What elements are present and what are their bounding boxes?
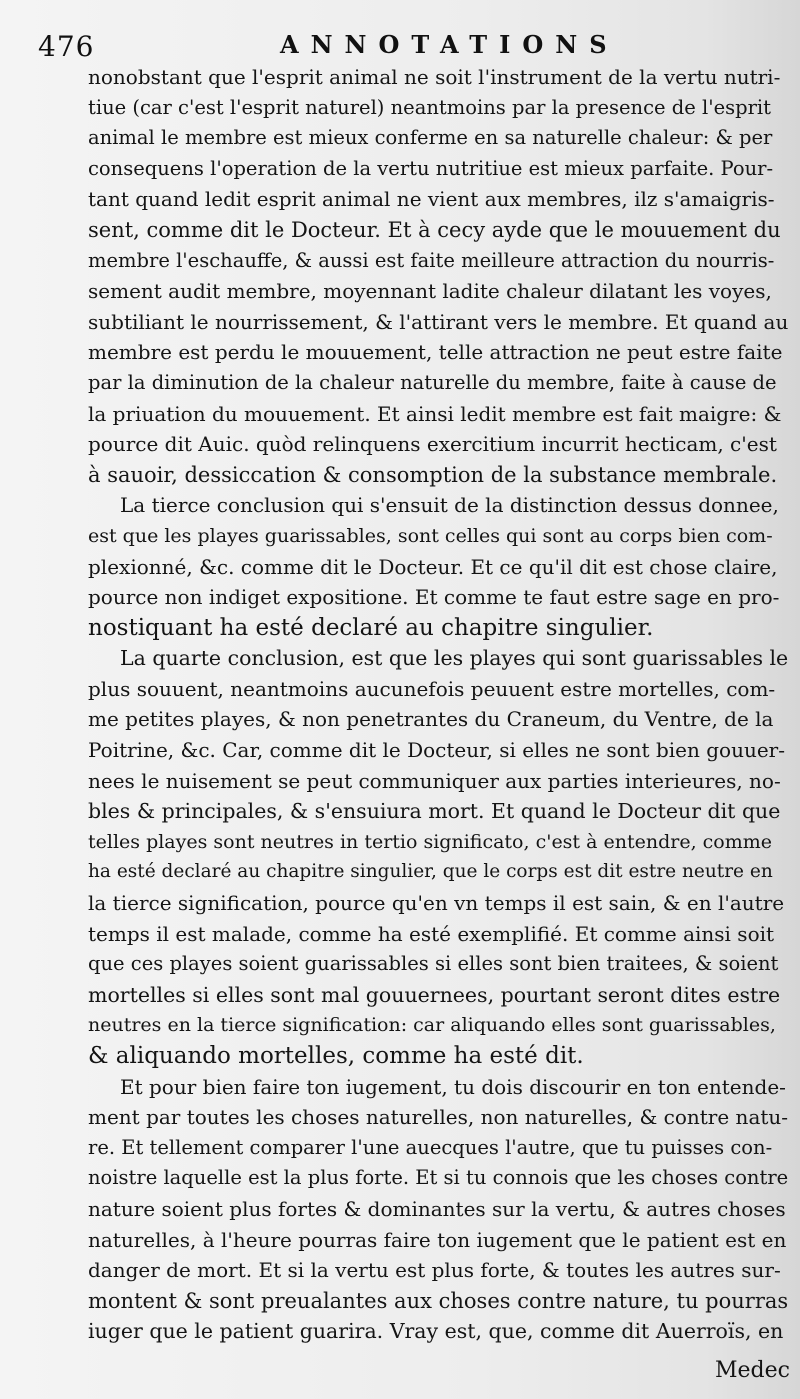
page-number: 476 [38, 30, 95, 63]
text-line: la priuation du mouuement. Et ainsi ledit membre est fait maigre: & [88, 401, 782, 426]
text-line: nostiquant ha esté declaré au chapitre singulier. [88, 614, 654, 641]
text-line: la tierce signification, pource qu'en vn temps il est sain, & en l'autre [88, 891, 785, 916]
text-line: temps il est malade, comme ha esté exemplifié. Et comme ainsi soit [88, 921, 775, 946]
text-line: membre est perdu le mouuement, telle attraction ne peut estre faite [88, 340, 783, 365]
text-line: Et pour bien faire ton iugement, tu dois discourir en ton entende- [120, 1074, 786, 1099]
page-header [0, 22, 800, 63]
text-line: La quarte conclusion, est que les playes qui sont guarissables le [120, 646, 789, 671]
text-line: telles playes sont neutres in tertio significato, c'est à entendre, comme [88, 830, 772, 853]
text-line: sent, comme dit le Docteur. Et à cecy ayde que le mouuement du [88, 217, 781, 242]
text-line: plexionné, &c. comme dit le Docteur. Et ce qu'il dit est chose claire, [88, 554, 778, 579]
text-line: bles & principales, & s'ensuiura mort. Et quand le Docteur dit que [88, 799, 781, 824]
running-head: ANNOTATIONS [280, 30, 619, 59]
text-line: naturelles, à l'heure pourras faire ton iugement que le patient est en [88, 1227, 787, 1252]
text-line: montent & sont preualantes aux choses contre nature, tu pourras [88, 1288, 789, 1313]
text-line: membre l'eschauffe, & aussi est faite meilleure attraction du nourris- [88, 248, 775, 272]
text-line: est que les playes guarissables, sont celles qui sont au corps bien com- [88, 524, 773, 547]
text-line: à sauoir, dessiccation & consomption de la substance membrale. [88, 462, 778, 487]
text-line: tiue (car c'est l'esprit naturel) neantmoins par la presence de l'esprit [88, 95, 772, 119]
text-line: iuger que le patient guarira. Vray est, que, comme dit Auerroïs, en [88, 1319, 784, 1344]
text-line: noistre laquelle est la plus forte. Et si tu connois que les choses contre [88, 1166, 789, 1190]
text-line: pource non indiget expositione. Et comme te faut estre sage en pro- [88, 585, 780, 610]
text-line: pource dit Auic. quòd relinquens exercitium incurrit hecticam, c'est [88, 432, 777, 457]
text-line: danger de mort. Et si la vertu est plus forte, & toutes les autres sur- [88, 1258, 781, 1283]
text-line: que ces playes soient guarissables si elles sont bien traitees, & soient [88, 952, 779, 976]
body-text [88, 62, 788, 1347]
text-line: plus souuent, neantmoins aucunefois peuuent estre mortelles, com- [88, 676, 776, 701]
text-line: nature soient plus fortes & dominantes sur la vertu, & autres choses [88, 1196, 786, 1221]
text-line: tant quand ledit esprit animal ne vient aux membres, ilz s'amaigris- [88, 187, 775, 212]
text-line: ment par toutes les choses naturelles, non naturelles, & contre natu- [88, 1105, 789, 1130]
catchword: Medec [715, 1358, 790, 1383]
text-line: Poitrine, &c. Car, comme dit le Docteur, si elles ne sont bien gouuer- [88, 738, 785, 763]
text-line: sement audit membre, moyennant ladite chaleur dilatant les voyes, [88, 279, 772, 304]
text-line: La tierce conclusion qui s'ensuit de la distinction dessus donnee, [120, 493, 779, 518]
text-line: re. Et tellement comparer l'une auecques l'autre, que tu puisses con- [88, 1135, 773, 1159]
text-line: nonobstant que l'esprit animal ne soit l'instrument de la vertu nutri- [88, 65, 781, 89]
text-line: neutres en la tierce signification: car aliquando elles sont guarissables, [88, 1014, 776, 1037]
text-line: ha esté declaré au chapitre singulier, que le corps est dit estre neutre en [88, 861, 773, 883]
text-line: me petites playes, & non penetrantes du Craneum, du Ventre, de la [88, 707, 774, 732]
text-line: par la diminution de la chaleur naturelle du membre, faite à cause de [88, 370, 777, 394]
text-line: consequens l'operation de la vertu nutritiue est mieux parfaite. Pour- [88, 156, 774, 180]
text-line: & aliquando mortelles, comme ha esté dit. [88, 1043, 584, 1069]
text-line: nees le nuisement se peut communiquer aux parties interieures, no- [88, 768, 781, 793]
text-line: subtiliant le nourrissement, & l'attirant vers le membre. Et quand au [88, 309, 789, 334]
text-line: mortelles si elles sont mal gouuernees, pourtant seront dites estre [88, 982, 781, 1007]
text-line: animal le membre est mieux conferme en sa naturelle chaleur: & per [88, 126, 773, 150]
